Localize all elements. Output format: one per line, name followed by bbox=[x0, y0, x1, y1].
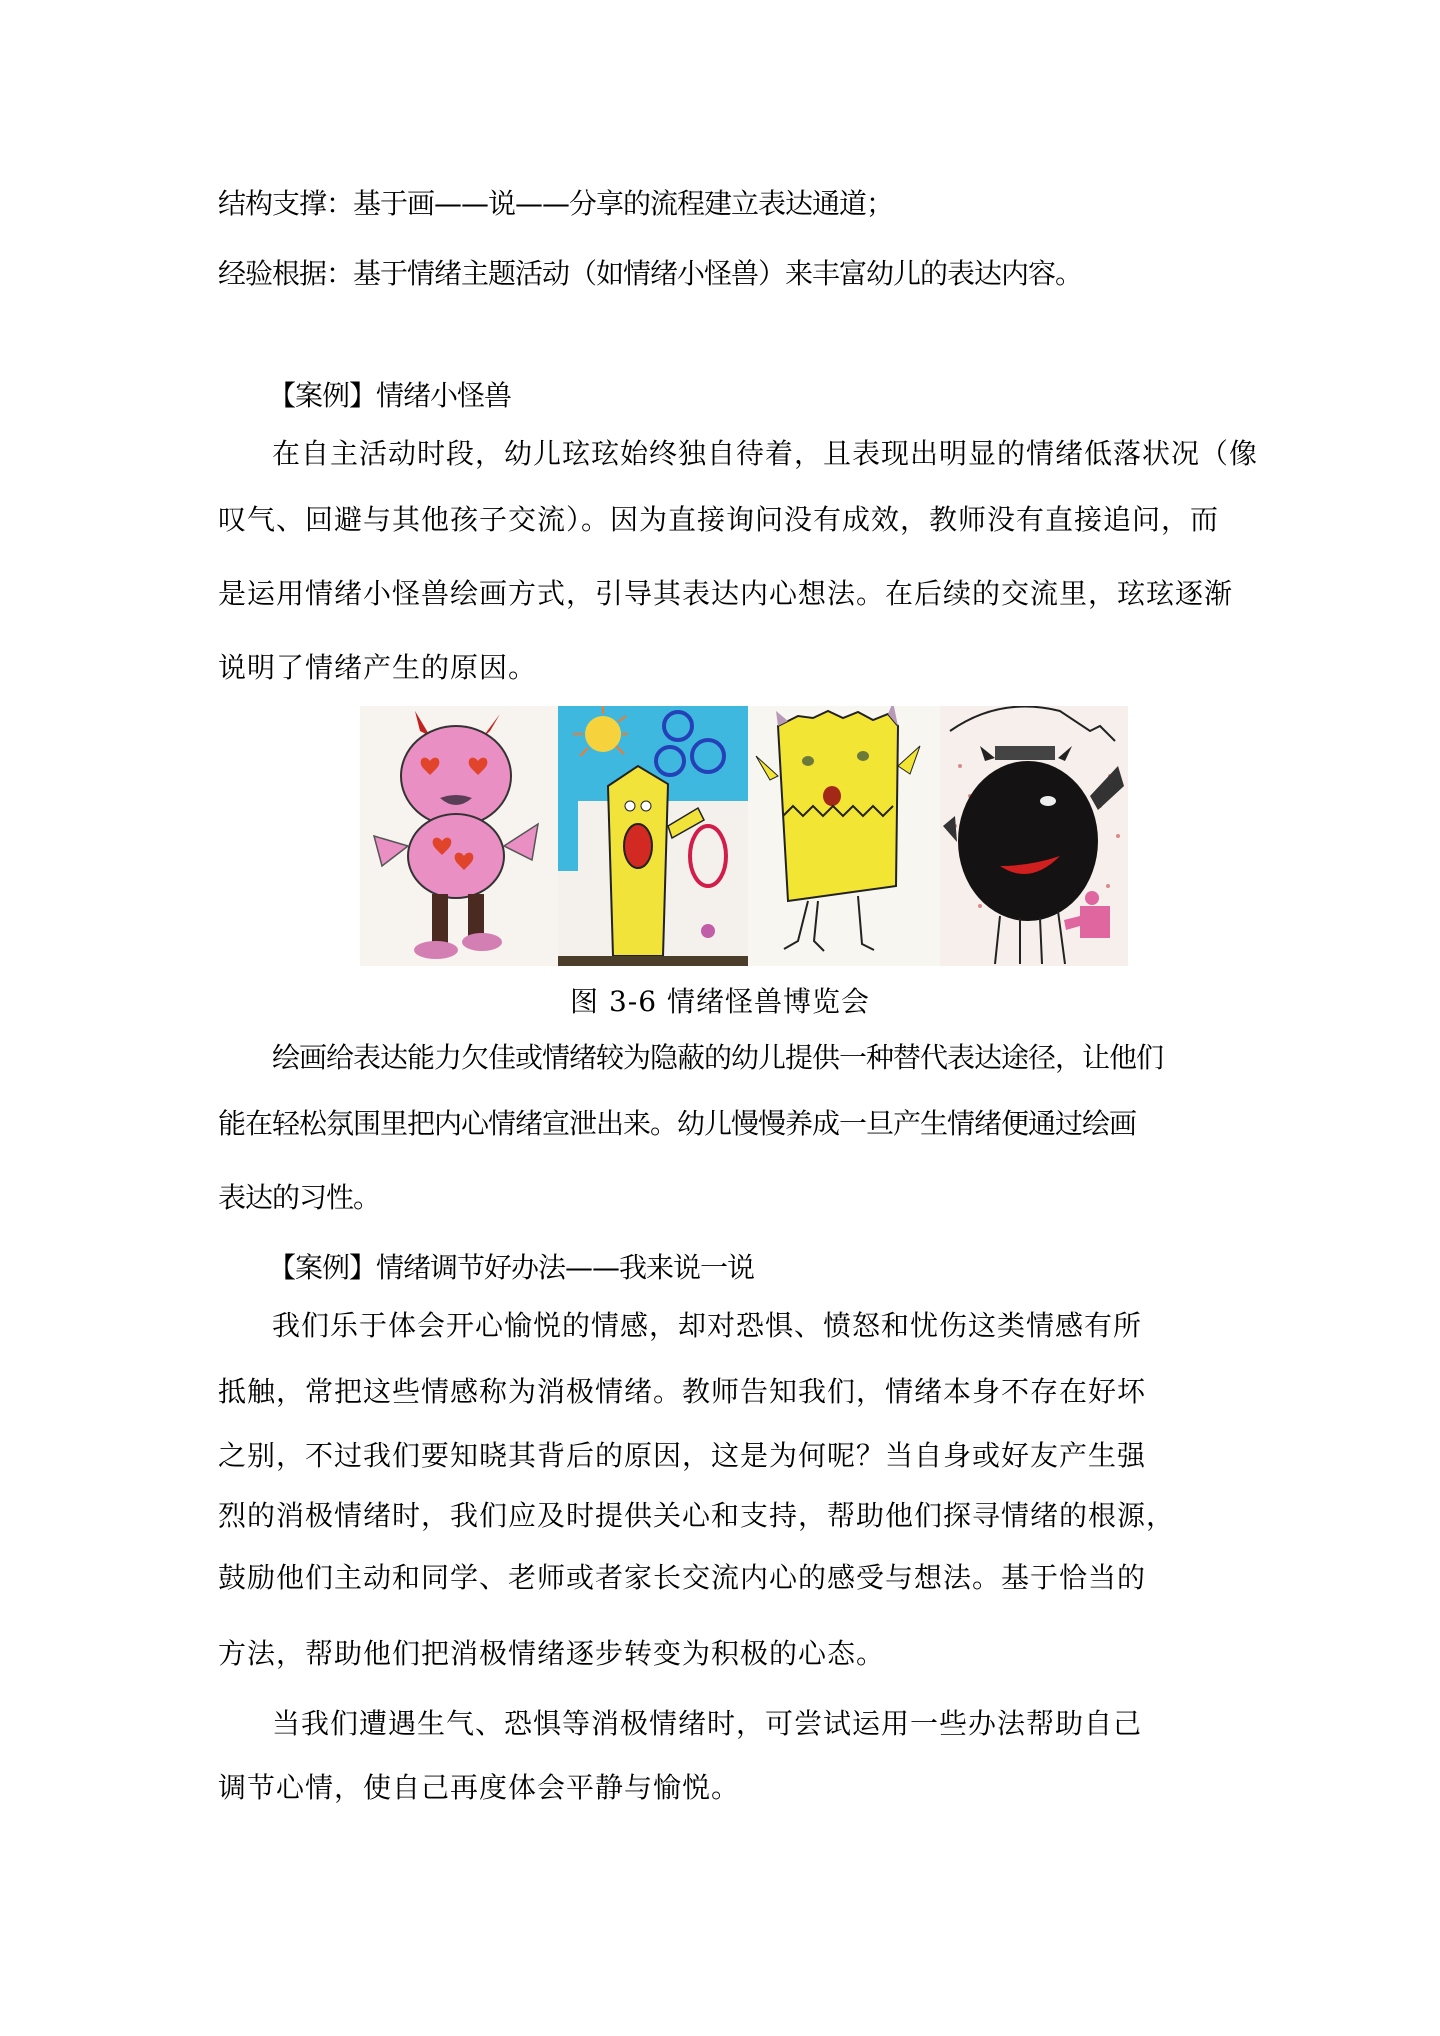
case1-heading: 【案例】情绪小怪兽 bbox=[268, 379, 512, 412]
case2-line: 抵触，常把这些情感称为消极情绪。教师告知我们，情绪本身不存在好坏 bbox=[218, 1375, 1147, 1408]
figure-caption: 图 3-6 情绪怪兽博览会 bbox=[570, 985, 870, 1018]
intro-line-experience: 经验根据：基于情绪主题活动（如情绪小怪兽）来丰富幼儿的表达内容。 bbox=[218, 257, 1083, 290]
case1-line: 说明了情绪产生的原因。 bbox=[218, 651, 538, 684]
case2-heading: 【案例】情绪调节好办法——我来说一说 bbox=[268, 1251, 755, 1284]
para-line: 表达的习性。 bbox=[218, 1181, 381, 1214]
case2-line: 方法，帮助他们把消极情绪逐步转变为积极的心态。 bbox=[218, 1637, 886, 1670]
para-line: 绘画给表达能力欠佳或情绪较为隐蔽的幼儿提供一种替代表达途径，让他们 bbox=[272, 1041, 1164, 1074]
para-line: 能在轻松氛围里把内心情绪宣泄出来。幼儿慢慢养成一旦产生情绪便通过绘画 bbox=[218, 1107, 1137, 1140]
case2-line: 鼓励他们主动和同学、老师或者家长交流内心的感受与想法。基于恰当的 bbox=[218, 1561, 1147, 1594]
case2-line: 我们乐于体会开心愉悦的情感，却对恐惧、愤怒和忧伤这类情感有所 bbox=[272, 1309, 1143, 1342]
figure-emotion-monsters bbox=[360, 706, 1128, 966]
yellow-spiky-monster-with-sun-drawing bbox=[558, 706, 748, 966]
closing-line: 调节心情，使自己再度体会平静与愉悦。 bbox=[218, 1771, 741, 1804]
pink-horned-monster-drawing bbox=[360, 706, 558, 966]
case1-line: 在自主活动时段，幼儿玹玹始终独自待着，且表现出明显的情绪低落状况（像 bbox=[272, 437, 1259, 470]
black-monster-drawing bbox=[940, 706, 1128, 966]
closing-line: 当我们遭遇生气、恐惧等消极情绪时，可尝试运用一些办法帮助自己 bbox=[272, 1707, 1143, 1740]
case2-line: 之别，不过我们要知晓其背后的原因，这是为何呢？当自身或好友产生强 bbox=[218, 1439, 1147, 1472]
case2-line: 烈的消极情绪时，我们应及时提供关心和支持，帮助他们探寻情绪的根源， bbox=[218, 1499, 1176, 1532]
case1-line: 是运用情绪小怪兽绘画方式，引导其表达内心想法。在后续的交流里，玹玹逐渐 bbox=[218, 577, 1234, 610]
yellow-furry-monster-drawing bbox=[748, 706, 940, 966]
intro-line-structure: 结构支撑：基于画——说——分享的流程建立表达通道； bbox=[218, 187, 894, 220]
case1-line: 叹气、回避与其他孩子交流）。因为直接询问没有成效，教师没有直接追问，而 bbox=[218, 503, 1220, 536]
